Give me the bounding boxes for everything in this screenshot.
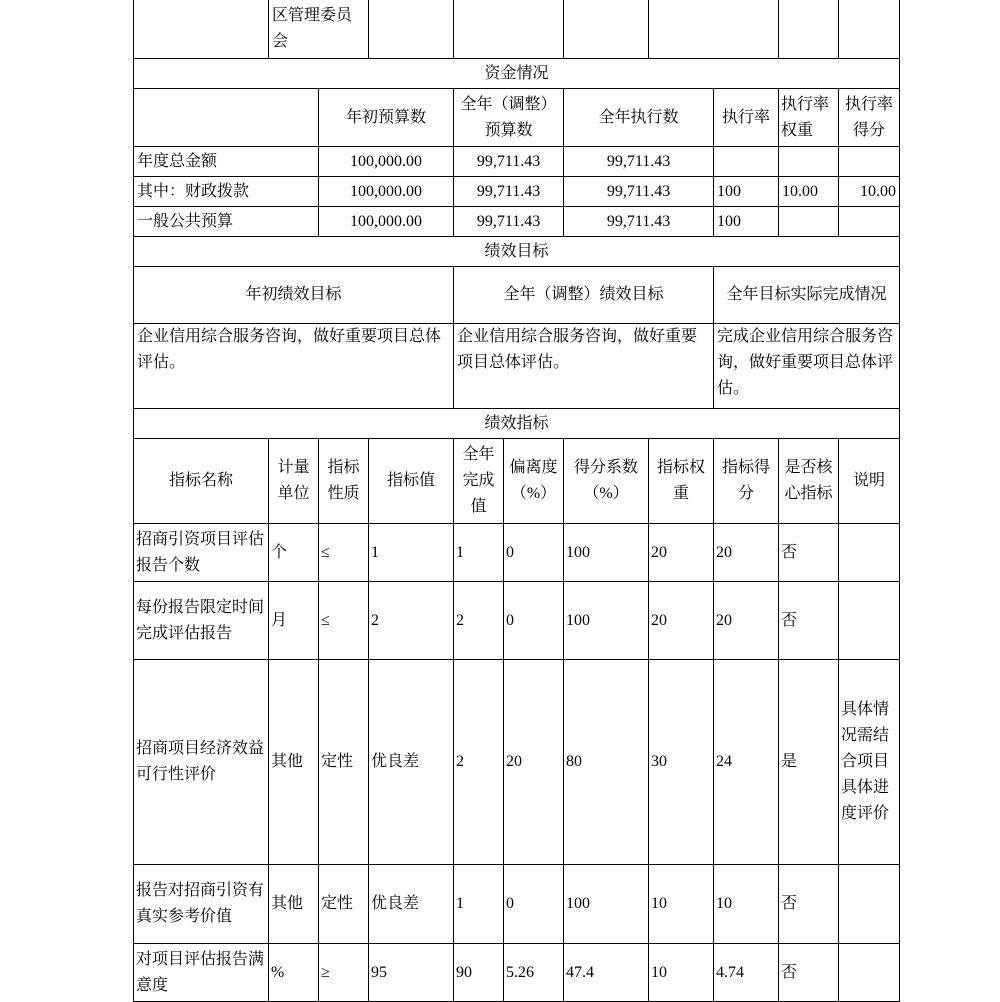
empty-cell <box>649 0 779 59</box>
executed-amount: 99,711.43 <box>564 177 714 207</box>
goal-actual: 完成企业信用综合服务咨询，做好重要项目总体评估。 <box>714 324 900 409</box>
indicator-score: 20 <box>714 582 779 660</box>
empty-cell <box>454 0 564 59</box>
indicator-nature: 定性 <box>319 865 369 944</box>
indicator-note <box>839 582 900 660</box>
indicator-score: 24 <box>714 660 779 865</box>
header-adjusted-budget: 全年（调整）预算数 <box>454 89 564 147</box>
indicator-nature: ≤ <box>319 524 369 582</box>
initial-budget: 100,000.00 <box>319 207 454 237</box>
adjusted-budget: 99,711.43 <box>454 147 564 177</box>
funds-row <box>134 177 900 207</box>
indicator-note <box>839 865 900 944</box>
indicator-core: 否 <box>779 944 839 1002</box>
execution-rate <box>714 147 779 177</box>
adjusted-budget: 99,711.43 <box>454 207 564 237</box>
indicator-actual: 90 <box>454 944 504 1002</box>
indicator-deviation: 0 <box>504 865 564 944</box>
indicator-name: 每份报告限定时间完成评估报告 <box>134 582 269 660</box>
funds-label: 年度总金额 <box>134 147 319 177</box>
indicator-nature: ≤ <box>319 582 369 660</box>
empty-cell <box>839 0 900 59</box>
header-score: 执行率得分 <box>839 89 900 147</box>
indicator-name: 招商项目经济效益可行性评价 <box>134 660 269 865</box>
funds-label: 其中：财政拨款 <box>134 177 319 207</box>
indicator-nature: ≥ <box>319 944 369 1002</box>
rate-weight <box>779 207 839 237</box>
indicator-name: 招商引资项目评估报告个数 <box>134 524 269 582</box>
indicator-core: 否 <box>779 582 839 660</box>
funds-row <box>134 147 900 177</box>
indicator-target: 95 <box>369 944 454 1002</box>
indicator-target: 优良差 <box>369 660 454 865</box>
execution-rate: 100 <box>714 177 779 207</box>
empty-cell <box>134 0 269 59</box>
indicator-note <box>839 944 900 1002</box>
indicator-unit: 月 <box>269 582 319 660</box>
goal-header-actual: 全年目标实际完成情况 <box>714 267 900 324</box>
indicator-core: 否 <box>779 524 839 582</box>
indicator-nature: 定性 <box>319 660 369 865</box>
indicator-unit: 其他 <box>269 660 319 865</box>
header-initial-budget: 年初预算数 <box>319 89 454 147</box>
indicator-deviation: 0 <box>504 582 564 660</box>
indicator-target: 优良差 <box>369 865 454 944</box>
header-note: 说明 <box>839 439 900 524</box>
goals-section-title: 绩效目标 <box>134 237 900 267</box>
funds-header-row <box>134 89 900 147</box>
header-score: 指标得分 <box>714 439 779 524</box>
header-core: 是否核心指标 <box>779 439 839 524</box>
indicator-row <box>134 660 900 865</box>
indicator-weight: 30 <box>649 660 714 865</box>
indicators-section-row <box>134 409 900 439</box>
funds-row <box>134 207 900 237</box>
indicator-row <box>134 524 900 582</box>
org-name: 区管理委员会 <box>269 0 369 59</box>
rate-score <box>839 147 900 177</box>
rate-weight <box>779 147 839 177</box>
indicator-weight: 10 <box>649 865 714 944</box>
initial-budget: 100,000.00 <box>319 147 454 177</box>
indicator-target: 2 <box>369 582 454 660</box>
org-row <box>134 0 900 59</box>
header-coefficient: 得分系数（%） <box>564 439 649 524</box>
indicator-deviation: 0 <box>504 524 564 582</box>
indicators-header-row <box>134 439 900 524</box>
header-rate: 执行率 <box>714 89 779 147</box>
indicator-coefficient: 80 <box>564 660 649 865</box>
adjusted-budget: 99,711.43 <box>454 177 564 207</box>
goal-adjusted: 企业信用综合服务咨询，做好重要项目总体评估。 <box>454 324 714 409</box>
indicator-unit: % <box>269 944 319 1002</box>
execution-rate: 100 <box>714 207 779 237</box>
empty-cell <box>134 89 319 147</box>
indicator-core: 是 <box>779 660 839 865</box>
indicator-deviation: 5.26 <box>504 944 564 1002</box>
goal-initial: 企业信用综合服务咨询，做好重要项目总体评估。 <box>134 324 454 409</box>
indicator-unit: 其他 <box>269 865 319 944</box>
indicator-note <box>839 524 900 582</box>
indicator-name: 报告对招商引资有真实参考价值 <box>134 865 269 944</box>
indicator-weight: 20 <box>649 524 714 582</box>
indicator-weight: 20 <box>649 582 714 660</box>
indicators-section-title: 绩效指标 <box>134 409 900 439</box>
executed-amount: 99,711.43 <box>564 147 714 177</box>
header-deviation: 偏离度（%） <box>504 439 564 524</box>
indicator-actual: 2 <box>454 660 504 865</box>
goal-header-adjusted: 全年（调整）绩效目标 <box>454 267 714 324</box>
indicator-coefficient: 100 <box>564 582 649 660</box>
header-target: 指标值 <box>369 439 454 524</box>
indicator-name: 对项目评估报告满意度 <box>134 944 269 1002</box>
header-weight: 执行率权重 <box>779 89 839 147</box>
rate-score: 10.00 <box>839 177 900 207</box>
rate-weight: 10.00 <box>779 177 839 207</box>
indicator-target: 1 <box>369 524 454 582</box>
indicator-score: 10 <box>714 865 779 944</box>
indicator-actual: 1 <box>454 524 504 582</box>
indicator-score: 20 <box>714 524 779 582</box>
empty-cell <box>779 0 839 59</box>
indicator-row <box>134 944 900 1002</box>
header-actual: 全年完成值 <box>454 439 504 524</box>
goals-section-row <box>134 237 900 267</box>
indicator-actual: 2 <box>454 582 504 660</box>
empty-cell <box>564 0 649 59</box>
goal-header-initial: 年初绩效目标 <box>134 267 454 324</box>
indicator-weight: 10 <box>649 944 714 1002</box>
header-unit: 计量单位 <box>269 439 319 524</box>
indicator-coefficient: 100 <box>564 524 649 582</box>
indicator-coefficient: 47.4 <box>564 944 649 1002</box>
indicator-row <box>134 582 900 660</box>
indicator-score: 4.74 <box>714 944 779 1002</box>
indicator-core: 否 <box>779 865 839 944</box>
rate-score <box>839 207 900 237</box>
performance-table <box>133 0 900 1002</box>
header-executed: 全年执行数 <box>564 89 714 147</box>
header-name: 指标名称 <box>134 439 269 524</box>
funds-label: 一般公共预算 <box>134 207 319 237</box>
funds-section-title: 资金情况 <box>134 59 900 89</box>
indicator-note: 具体情况需结合项目具体进度评价 <box>839 660 900 865</box>
indicator-deviation: 20 <box>504 660 564 865</box>
goals-header-row <box>134 267 900 324</box>
header-weight: 指标权重 <box>649 439 714 524</box>
header-nature: 指标性质 <box>319 439 369 524</box>
executed-amount: 99,711.43 <box>564 207 714 237</box>
indicator-row <box>134 865 900 944</box>
indicator-actual: 1 <box>454 865 504 944</box>
indicator-coefficient: 100 <box>564 865 649 944</box>
goals-value-row <box>134 324 900 409</box>
initial-budget: 100,000.00 <box>319 177 454 207</box>
indicator-unit: 个 <box>269 524 319 582</box>
empty-cell <box>369 0 454 59</box>
